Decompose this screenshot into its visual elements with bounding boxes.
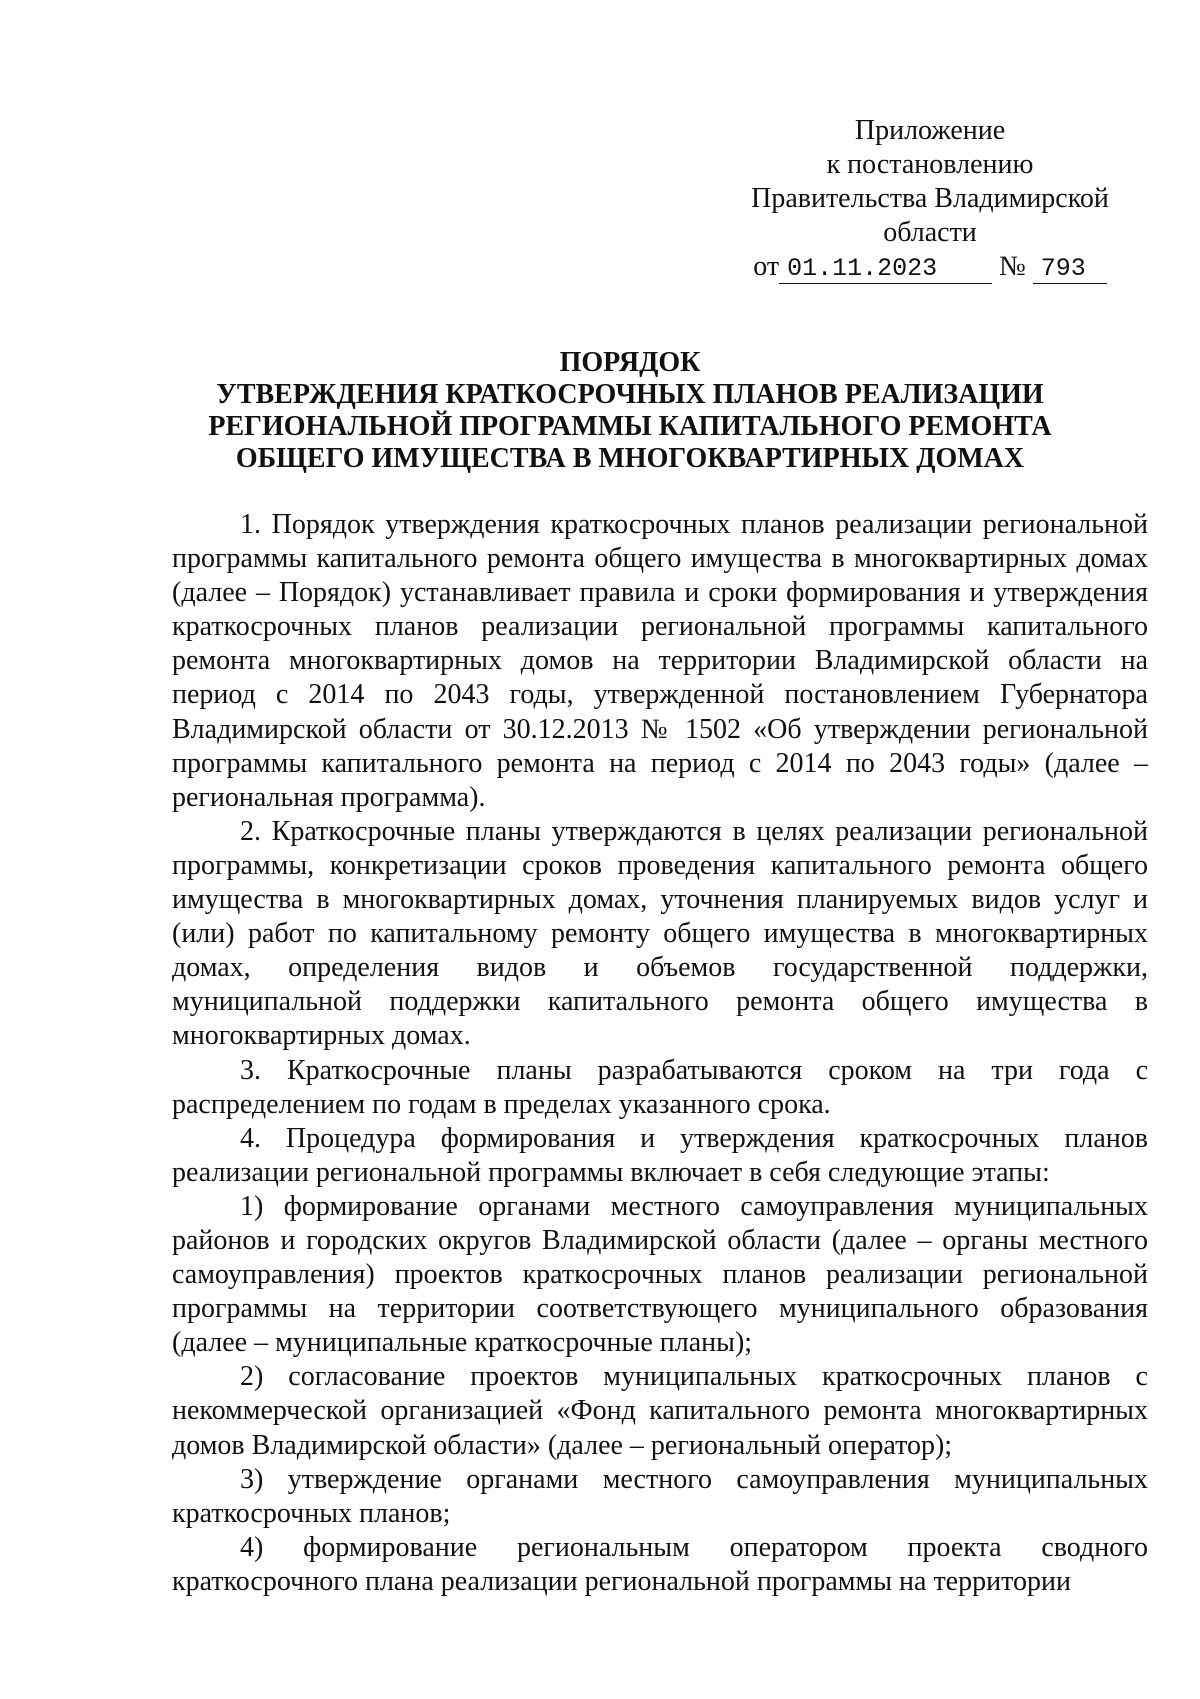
list-item-4: 4) формирование региональным оператором проекта сводного краткосрочного плана реализации региональной программы на территории	[172, 1531, 1148, 1597]
appendix-line: к постановлению	[826, 149, 1034, 180]
document-title	[130, 347, 1130, 475]
paragraph-3: 3. Краткосрочные планы разрабатываются сроком на три года с распределением по годам в пределах указанного срока.	[172, 1054, 1148, 1120]
list-item-3: 3) утверждение органами местного самоуправления муниципальных краткосрочных планов;	[172, 1463, 1148, 1529]
title-line: РЕГИОНАЛЬНОЙ ПРОГРАММЫ КАПИТАЛЬНОГО РЕМОНТА	[208, 411, 1052, 442]
date-prefix: от	[753, 251, 780, 282]
document-body	[172, 508, 1148, 1599]
paragraph-1: 1. Порядок утверждения краткосрочных планов реализации региональной программы капитального ремонта общего имущества в многоквартирных домах (далее – Порядок) устанавливает правила и сроки формирования и утверждения краткосрочных планов реализации региональной программы капитального ремонта многоквартирных домов на территории Владимирской области на период с 2014 по 2043 годы, утвержденной постановлением Губернатора Владимирской области от 30.12.2013 № 1502 «Об утверждении региональной программы капитального ремонта на период с 2014 по 2043 годы» (далее – региональная программа).	[172, 509, 1148, 813]
appendix-line: области	[883, 217, 977, 248]
number-sign: №	[999, 251, 1026, 282]
title-line: УТВЕРЖДЕНИЯ КРАТКОСРОЧНЫХ ПЛАНОВ РЕАЛИЗАЦИИ	[216, 379, 1044, 410]
list-item-1: 1) формирование органами местного самоуправления муниципальных районов и городских округов Владимирской области (далее – органы местного самоуправления) проектов краткосрочных планов реализации региональной программы на территории соответствующего муниципального образования (далее – муниципальные краткосрочные планы);	[172, 1190, 1148, 1359]
paragraph-4: 4. Процедура формирования и утверждения краткосрочных планов реализации региональной программы включает в себя следующие этапы:	[172, 1122, 1148, 1188]
resolution-date: 01.11.2023	[779, 255, 992, 284]
appendix-line: Приложение	[854, 115, 1006, 146]
resolution-number: 793	[1033, 255, 1107, 284]
appendix-line: Правительства Владимирской	[751, 183, 1109, 214]
resolution-date-number-line	[740, 250, 1120, 284]
paragraph-2: 2. Краткосрочные планы утверждаются в целях реализации региональной программы, конкретизации сроков проведения капитального ремонта общего имущества в многоквартирных домах, уточнения планируемых видов услуг и (или) работ по капитальному ремонту общего имущества в многоквартирных домах, определения видов и объемов государственной поддержки, муниципальной поддержки капитального ремонта общего имущества в многоквартирных домах.	[172, 815, 1148, 1052]
title-line: ОБЩЕГО ИМУЩЕСТВА В МНОГОКВАРТИРНЫХ ДОМАХ	[235, 443, 1025, 474]
title-line: ПОРЯДОК	[559, 347, 701, 378]
list-item-2: 2) согласование проектов муниципальных краткосрочных планов с некоммерческой организацией «Фонд капитального ремонта многоквартирных домов Владимирской области» (далее – региональный оператор);	[172, 1361, 1148, 1461]
appendix-block	[740, 114, 1120, 284]
